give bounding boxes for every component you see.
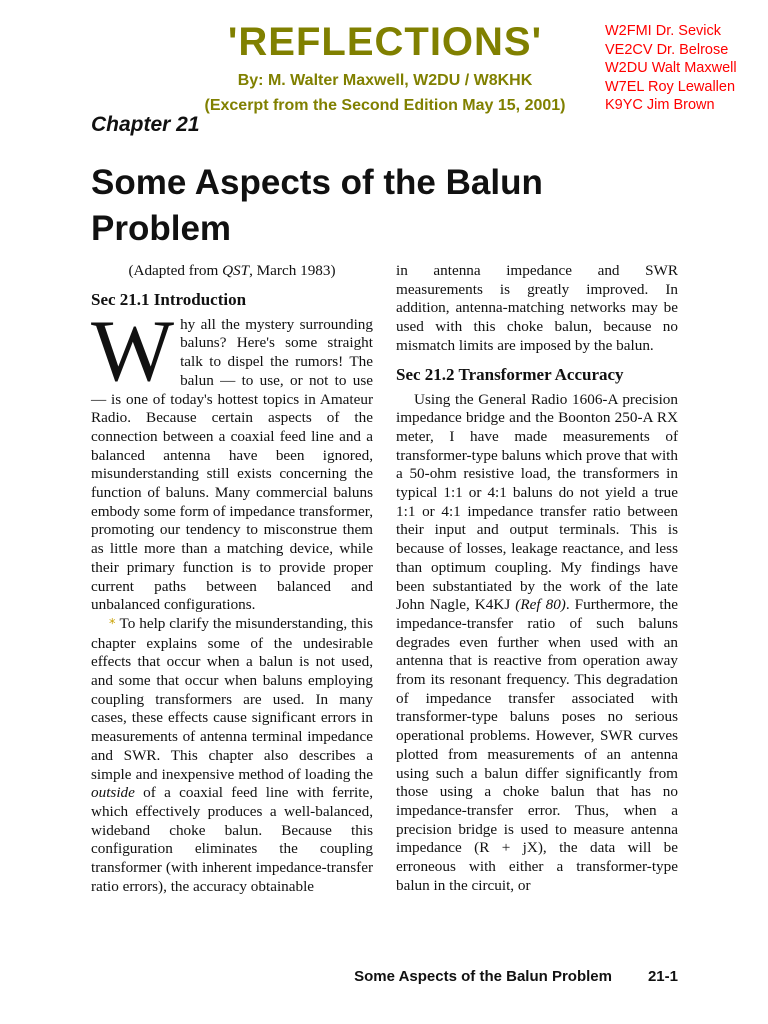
reviewer-item: W2DU Walt Maxwell bbox=[605, 60, 737, 76]
continued-paragraph: in antenna impedance and SWR measurements is greatly improved. In addition, antenna-matching networks may be used with this choke balun, because no mismatch limits are imposed by the balun. bbox=[396, 262, 678, 354]
banner-title: 'REFLECTIONS' bbox=[227, 20, 543, 64]
reviewer-item: K9YC Jim Brown bbox=[605, 97, 715, 113]
banner-byline: By: M. Walter Maxwell, W2DU / W8KHK bbox=[237, 72, 533, 89]
star-icon: * bbox=[109, 616, 116, 632]
chapter-title: Some Aspects of the Balun Problem bbox=[91, 163, 543, 248]
intro-text: hy all the mystery surrounding baluns? Here's some straight talk to dispel the rumors! The balun — to use, or not to use — is one of today's hottest topics in Amateur Radio. Because certain aspects of the connection between a coaxial feed line and a balanced antenna have been ignored, misunderstanding still exists concerning the function of baluns. Many commercial baluns embody some form of impedance transformer, promoting our tendency to misconstrue them as little more than a matching device, while their primary function is to provide proper current paths between balanced and unbalanced configurations. bbox=[91, 315, 373, 614]
reviewer-list bbox=[605, 22, 737, 115]
banner bbox=[150, 18, 620, 116]
accuracy-paragraph: Using the General Radio 1606-A precision impedance bridge and the Boonton 250-A RX meter, I have made measurements of transformer-type baluns which prove that with a 50-ohm resistive load, the transformers in typical 1:1 or 4:1 baluns do not yield a true 1:1 or 4:1 impedance transfer ratio between their input and output terminals. This is because of losses, leakage reactance, and less than optimum coupling. My findings have been substantiated by the work of the late John Nagle, K4KJ (Ref 80). Furthermore, the impedance-transfer ratio of such baluns degrades even further when used with an antenna that is reactive from operation away from its resonant frequency. This degradation of impedance transfer associated with transformer-type baluns poses no serious operational problems. However, SWR curves plotted from measurements of an antenna using such a balun differ significantly from those using a choke balun that has no impedance-transfer error. Thus, when a precision bridge is used to measure antenna impedance (R + jX), the data will be erroneous with either a transformer-type balun in the circuit, or bbox=[396, 390, 678, 894]
reviewer-item: VE2CV Dr. Belrose bbox=[605, 41, 729, 58]
intro-paragraph bbox=[91, 302, 373, 615]
reviewer-item: W2FMI Dr. Sevick bbox=[605, 23, 722, 39]
section-heading-introduction: Sec 21.1 Introduction bbox=[91, 289, 247, 309]
reference-link: (Ref 80) bbox=[515, 596, 566, 614]
reviewer-item: W7EL Roy Lewallen bbox=[605, 78, 736, 95]
section-heading-transformer-accuracy: Sec 21.2 Transformer Accuracy bbox=[396, 364, 624, 384]
clarify-paragraph: * To help clarify the misunderstanding, this chapter explains some of the undesirable effects that occur when a balun is not used, and some that occur when baluns employing coupling transformers are used. In many cases, these effects cause significant errors in measurements of antenna terminal impedance and SWR. This chapter also describes a simple and inexpensive method of loading the outside of a coaxial feed line with ferrite, which effectively produces a well-balanced, wideband choke balun. Because this configuration eliminates the coupling transformer (with inherent impedance-transfer ratio errors), the accuracy obtainable bbox=[91, 614, 373, 895]
running-title: Some Aspects of the Balun Problem bbox=[354, 968, 612, 985]
right-column bbox=[396, 262, 678, 896]
left-column bbox=[91, 262, 373, 897]
page-footer bbox=[354, 968, 678, 985]
drop-cap: W bbox=[91, 302, 175, 400]
banner-edition: (Excerpt from the Second Edition May 15, 2001) bbox=[204, 97, 566, 114]
page-number: 21-1 bbox=[647, 968, 678, 985]
adapted-note: (Adapted from QST, March 1983) bbox=[128, 262, 336, 279]
source-publication: QST bbox=[222, 262, 250, 279]
emphasis-outside: outside bbox=[91, 784, 135, 802]
chapter-label: Chapter 21 bbox=[91, 113, 200, 136]
